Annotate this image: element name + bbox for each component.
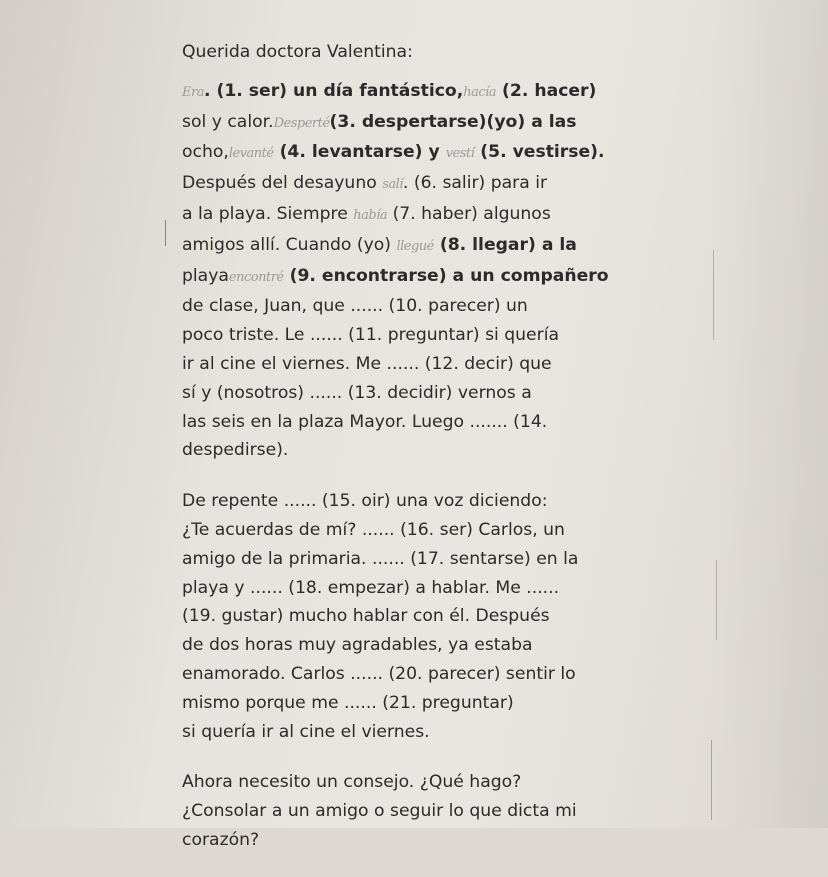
text-line: (19. gustar) mucho hablar con él. Después bbox=[182, 606, 550, 627]
text-line: Ahora necesito un consejo. ¿Qué hago? bbox=[182, 772, 522, 793]
handwritten-answer-7: había bbox=[353, 207, 388, 223]
text-line: de dos horas muy agradables, ya estaba bbox=[182, 635, 533, 656]
text-line: sí y (nosotros) ...... (13. decidir) vernos a bbox=[182, 382, 532, 403]
text-line: De repente ...... (15. oir) una voz diciendo: bbox=[182, 491, 548, 512]
text-line: de clase, Juan, que ...... (10. parecer) un bbox=[182, 296, 528, 317]
text-segment: playa bbox=[182, 265, 229, 286]
right-margin-mark bbox=[711, 740, 712, 820]
text-line: mismo porque me ...... (21. preguntar) bbox=[182, 692, 514, 713]
paragraph-1 bbox=[182, 77, 642, 465]
handwritten-answer-5: vestí bbox=[445, 146, 475, 162]
text-line bbox=[182, 108, 642, 139]
text-segment: (8. llegar) a la bbox=[433, 234, 577, 255]
text-line: amigo de la primaria. ...... (17. sentarse) en la bbox=[182, 548, 579, 569]
text-line: corazón? bbox=[182, 829, 260, 850]
right-margin-mark bbox=[713, 250, 714, 340]
text-line bbox=[182, 169, 642, 200]
text-line: playa y ...... (18. empezar) a hablar. Me ...... bbox=[182, 577, 560, 598]
text-line bbox=[182, 138, 642, 169]
salutation: Querida doctora Valentina: bbox=[182, 42, 413, 62]
text-line bbox=[182, 77, 642, 108]
text-segment: (2. hacer) bbox=[496, 80, 597, 101]
text-line: enamorado. Carlos ...... (20. parecer) sentir lo bbox=[182, 663, 576, 684]
text-line: si quería ir al cine el viernes. bbox=[182, 721, 430, 742]
right-margin-mark bbox=[716, 560, 717, 640]
text-line: despedirse). bbox=[182, 440, 289, 461]
text-line bbox=[182, 262, 642, 293]
text-segment: Después del desayuno bbox=[182, 173, 383, 194]
text-line: ¿Consolar a un amigo o seguir lo que dicta mi bbox=[182, 801, 577, 822]
text-segment: (9. encontrarse) a un compañero bbox=[283, 265, 609, 286]
text-line bbox=[182, 231, 642, 262]
handwritten-answer-1: Era bbox=[182, 84, 204, 100]
text-line: poco triste. Le ...... (11. preguntar) si quería bbox=[182, 325, 560, 346]
handwritten-answer-8: llegué bbox=[396, 238, 434, 254]
handwritten-answer-6: salí bbox=[382, 177, 403, 193]
text-segment: sol y calor. bbox=[182, 111, 274, 132]
handwritten-answer-2: hacía bbox=[463, 84, 497, 100]
letter-text bbox=[182, 38, 642, 877]
handwritten-answer-4: levanté bbox=[228, 146, 274, 162]
text-segment: (5. vestirse). bbox=[474, 142, 605, 163]
text-line: ¿Te acuerdas de mí? ...... (16. ser) Carlos, un bbox=[182, 519, 565, 540]
text-segment: (7. haber) algunos bbox=[387, 203, 551, 224]
text-line: las seis en la plaza Mayor. Luego ....... (14. bbox=[182, 411, 548, 432]
text-line: ir al cine el viernes. Me ...... (12. decir) que bbox=[182, 353, 552, 374]
text-segment: . (6. salir) para ir bbox=[402, 173, 548, 194]
text-line bbox=[182, 200, 642, 231]
paragraph-2 bbox=[182, 487, 642, 746]
left-margin-mark bbox=[165, 220, 166, 246]
page-shadow bbox=[708, 0, 828, 828]
text-segment: (4. levantarse) y bbox=[273, 142, 446, 163]
text-segment: a la playa. Siempre bbox=[182, 203, 354, 224]
paragraph-3 bbox=[182, 768, 642, 854]
handwritten-answer-9: encontré bbox=[228, 269, 284, 285]
text-segment: ocho, bbox=[182, 142, 229, 163]
text-segment: amigos allí. Cuando (yo) bbox=[182, 234, 397, 255]
text-segment: (3. despertarse)(yo) a las bbox=[329, 111, 577, 132]
handwritten-answer-3: Desperté bbox=[273, 115, 330, 131]
text-segment: . (1. ser) un día fantástico, bbox=[203, 80, 464, 101]
